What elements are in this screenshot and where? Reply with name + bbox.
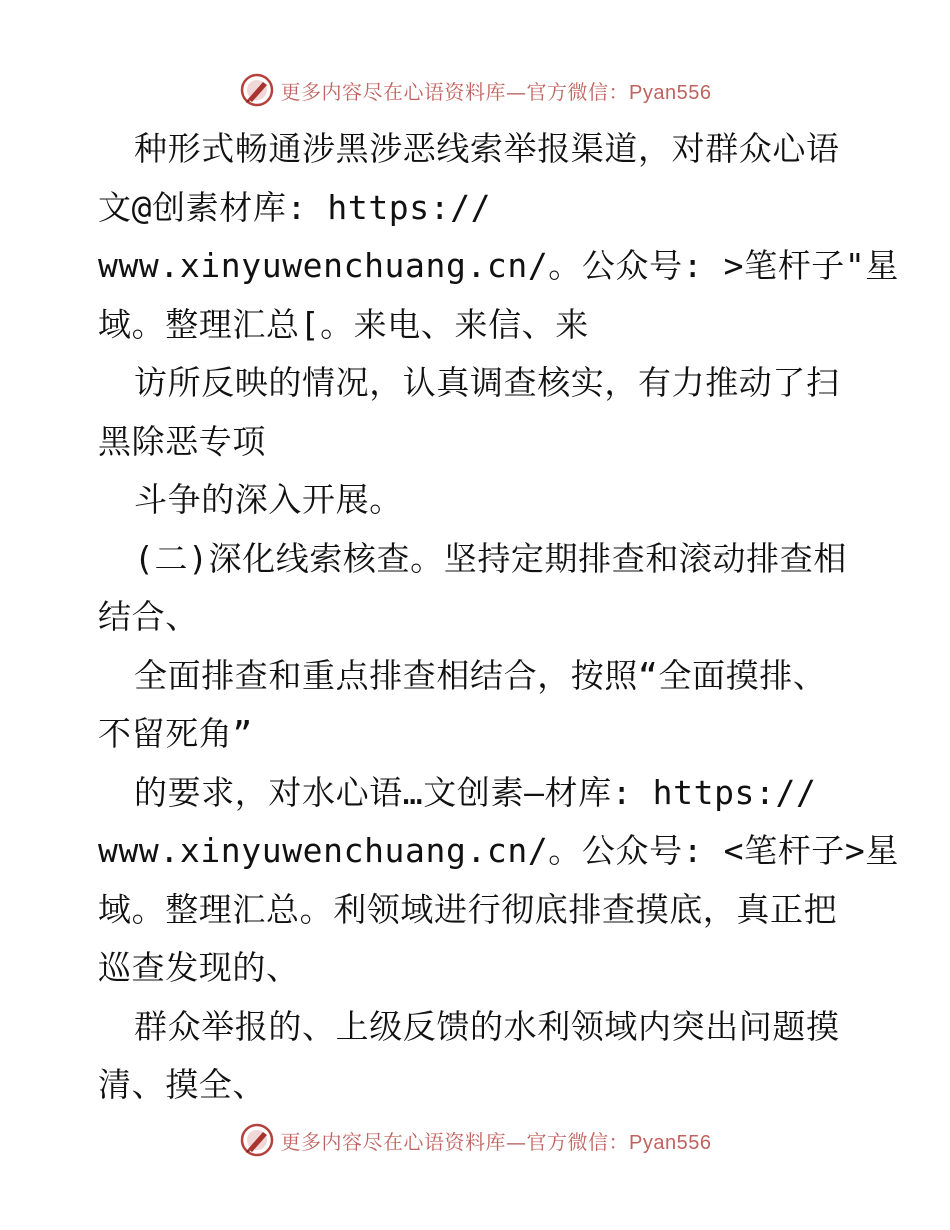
body-line: 巡查发现的、 — [98, 948, 300, 987]
document-body — [98, 120, 899, 1115]
body-line: www.xinyuwenchuang.cn/。公众号: <笔杆子>星 — [98, 831, 899, 870]
body-line: 斗争的深入开展。 — [134, 480, 403, 519]
footer-banner-wechat-id: Pyan556 — [629, 1131, 712, 1154]
footer-banner — [0, 1120, 950, 1160]
body-line: www.xinyuwenchuang.cn/。公众号: >笔杆子"星 — [98, 246, 899, 285]
header-banner-text — [281, 76, 712, 105]
footer-banner-separator: — — [506, 1129, 527, 1154]
body-line: 全面排查和重点排查相结合，按照“全面摸排、 — [134, 655, 827, 695]
body-line: 黑除恶专项 — [98, 421, 266, 461]
header-banner-separator: — — [506, 79, 527, 104]
pen-seal-logo-icon — [239, 1122, 275, 1158]
body-line: 访所反映的情况，认真调查核实，有力推动了扫 — [134, 363, 840, 402]
footer-banner-wechat-label: 官方微信： — [526, 1129, 630, 1154]
body-line: (二)深化线索核查。坚持定期排查和滚动排查相 — [134, 538, 847, 578]
body-line: 不留死角” — [98, 714, 253, 753]
header-banner — [0, 70, 950, 110]
body-line: 结合、 — [98, 597, 199, 636]
footer-banner-text — [281, 1126, 712, 1155]
body-line: 种形式畅通涉黑涉恶线索举报渠道，对群众心语 — [134, 129, 840, 168]
footer-banner-cn: 更多内容尽在心语资料库 — [280, 1129, 507, 1154]
body-line: 文@创素材库: https:// — [98, 187, 492, 227]
body-line: 域。整理汇总。利领域进行彻底排查摸底，真正把 — [98, 889, 838, 929]
body-line: 清、摸全、 — [98, 1065, 266, 1104]
body-line: 群众举报的、上级反馈的水利领域内突出问题摸 — [134, 1006, 840, 1046]
header-banner-wechat-id: Pyan556 — [629, 81, 712, 104]
pen-seal-logo-icon — [239, 72, 275, 108]
header-banner-wechat-label: 官方微信： — [526, 79, 630, 104]
body-line: 的要求，对水心语…文创素—材库: https:// — [134, 772, 817, 812]
header-banner-cn: 更多内容尽在心语资料库 — [280, 79, 507, 104]
body-line: 域。整理汇总[。来电、来信、来 — [98, 304, 589, 344]
